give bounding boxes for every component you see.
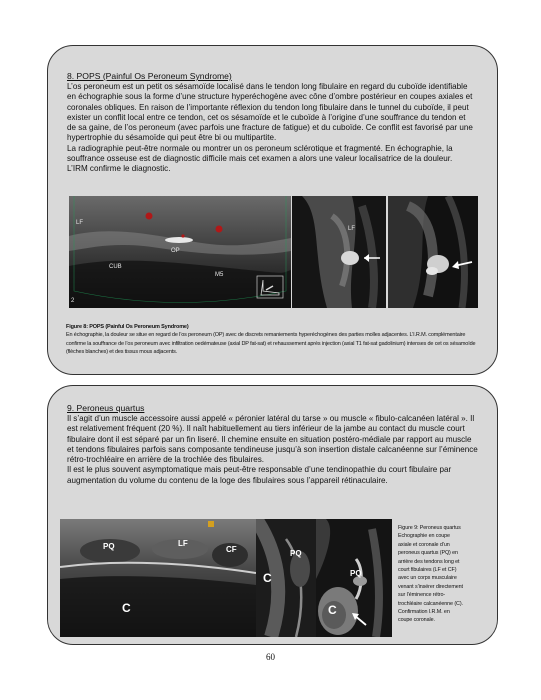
- ultrasound-graphic: [60, 519, 256, 637]
- section-body: [67, 82, 475, 175]
- section-pops-box: [47, 45, 498, 375]
- ultrasound-image-axial: [60, 519, 256, 637]
- caption-text: En échographie, la douleur se situe en regard de l’os peroneum (OP) avec de discrets remaniements hyperéchogènes des parties molles adjacentes. L’I.R.M. complémentaire confirme la souffrance de l’os peroneum avec infiltration oedémateuse (axial DP fat-sat) et rehaussement après injection (axial T1 fat-sat gadolinium) intenses de cet os sésamoïde (flèches blanches) et des tissus mous adjacents.: [66, 332, 476, 355]
- ultrasound-image-coronal: [256, 519, 316, 637]
- figure-caption: Figure 9: Peroneus quartus Echographie en coupe axiale et coronale d’un peroneus quartus (PQ) en arrière des tendons long et court fibulaires (LF et CF) avec un corps musculaire venant s’insérer directement sur l’éminence rétro-trochléaire calcanéenne (C). Confirmation I.R.M. en coupe coronale.: [398, 525, 463, 624]
- page-number: 60: [266, 652, 275, 662]
- label-lf: LF: [178, 539, 188, 548]
- section-title: 9. Peroneus quartus: [67, 403, 145, 413]
- section-peroneus-quartus-box: [47, 385, 498, 645]
- label-m5: M5: [215, 272, 224, 278]
- paragraph: La radiographie peut-être normale ou montrer un os peroneum sclérotique et fragmenté. En échographie, la souffrance osseuse est de diagnostic difficile mais cet examen a alors une valeur localisatrice de la douleur. L’IRM confirme le diagnostic.: [67, 143, 453, 174]
- section-body: [67, 414, 479, 486]
- section-title: 8. POPS (Painful Os Peroneum Syndrome): [67, 71, 232, 81]
- label-pq: PQ: [103, 542, 115, 551]
- label-pq: PQ: [290, 549, 302, 558]
- figure-caption: [66, 323, 481, 356]
- paragraph: L’os peroneum est un petit os sésamoïde localisé dans le tendon long fibulaire en regard du cuboïde identifiable en échographie sous la forme d’une structure hyperéchogène avec cône d’ombre postérieur en coupes axiales et coronales obliques. En raison de l’importante réflexion du tendon long fibulaire dans le tunnel du cuboïde, il peut exister un conflit local entre ce tendon, cet os sésamoïde et le cuboïde à l’origine d’une souffrance du tendon et de sa gaine, de l’os peroneum (avec parfois une fracture de fatigue) et du cuboïde. Ce conflit est favorisé par une hypertrophie du sésamoïde qui peut être bi ou multipartite.: [67, 82, 473, 143]
- paragraph: Il s’agit d’un muscle accessoire aussi appelé « péronier latéral du tarse » ou muscle « fibulo-calcanéen latéral ». Il est relativement fréquent (20 %). Il naît habituellement au tiers inférieur de la jambe au contact du muscle court fibulaire dont il est séparé par un fin liseré. Il chemine ensuite en situation postéro-médiale par rapport au muscle et tendons fibulaires parfois sans composante tendineuse jusqu’à son insertion distale calcanéenne sur l’éminence rétro-trochléaire en arrière de la trochlée des fibulaires.: [67, 414, 478, 465]
- label-c: C: [122, 601, 131, 615]
- caption-title: Figure 8: POPS (Painful Os Peroneum Syndrome): [66, 324, 189, 330]
- label-lf: LF: [76, 220, 84, 226]
- mri-graphic: [316, 519, 392, 637]
- label-op: OP: [171, 248, 180, 254]
- label-probe-number: 2: [71, 298, 75, 304]
- label-cf: CF: [226, 545, 237, 554]
- label-cub: CUB: [109, 264, 122, 270]
- paragraph: Il est le plus souvent asymptomatique mais peut-être responsable d’une tendinopathie du court fibulaire par augmentation du volume du contenu de la loge des fibulaires sous l’appareil rétinaculaire.: [67, 465, 452, 485]
- mri-image-coronal: [316, 519, 392, 637]
- mri-image-dp-fatsat: [292, 196, 386, 308]
- label-c: C: [263, 571, 272, 585]
- mri-graphic: [292, 196, 386, 308]
- mri-image-t1-gado: [388, 196, 478, 308]
- ultrasound-image-pops: [69, 196, 291, 308]
- ultrasound-graphic: [69, 196, 291, 308]
- label-c: C: [328, 603, 337, 617]
- label-pq: PQ: [350, 569, 362, 578]
- mri-graphic: [388, 196, 478, 308]
- label-lf: LF: [348, 226, 356, 232]
